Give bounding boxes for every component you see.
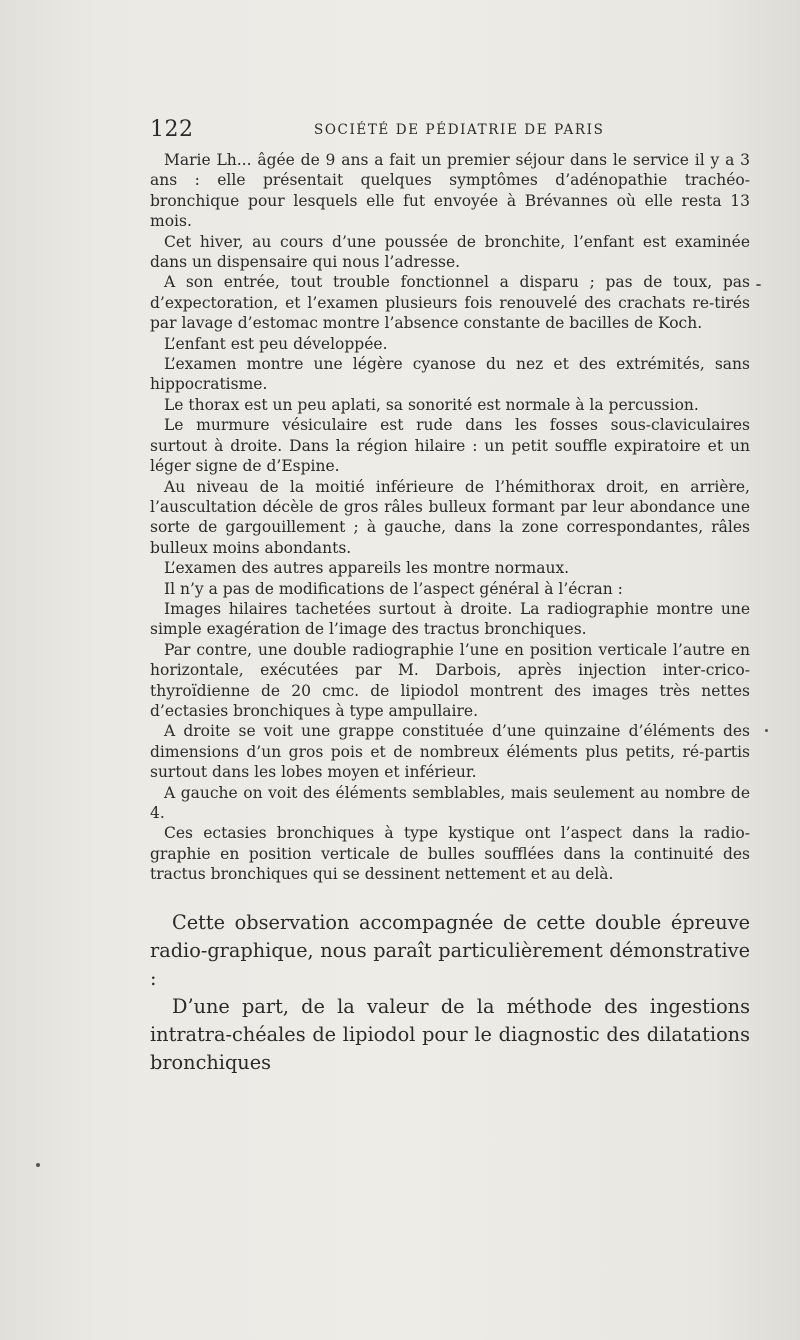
print-speck xyxy=(36,1163,40,1167)
paragraph: Le thorax est un peu aplati, sa sonorité est normale à la percussion. xyxy=(164,395,699,414)
page-header xyxy=(150,117,750,143)
case-report xyxy=(150,150,750,885)
print-speck xyxy=(756,284,761,286)
paragraph: L’examen des autres appareils les montre normaux. xyxy=(164,559,570,578)
paragraph: L’enfant est peu développée. xyxy=(164,334,388,353)
paragraph: L’examen montre une légère cyanose du nez et des extrémités, sans hippocratisme. xyxy=(150,355,750,394)
paragraph: Le murmure vésiculaire est rude dans les fosses sous-claviculaires surtout à droite. Dans la région hilaire : un petit souffle expiratoire et un léger signe de d’Espine. xyxy=(150,416,750,476)
running-head: SOCIÉTÉ DE PÉDIATRIE DE PARIS xyxy=(314,122,605,138)
paragraph: Cet hiver, au cours d’une poussée de bronchite, l’enfant est examinée dans un dispensaire qui nous l’adresse. xyxy=(150,232,750,272)
paragraph: D’une part, de la valeur de la méthode des ingestions intratra-chéales de lipiodol pour le diagnostic des dilatations bronchiques xyxy=(150,994,750,1074)
page-number: 122 xyxy=(150,117,194,142)
paragraph: Images hilaires tachetées surtout à droite. La radiographie montre une simple exagération de l’image des tractus bronchiques. xyxy=(150,599,750,639)
paragraph: A droite se voit une grappe constituée d’une quinzaine d’éléments des dimensions d’un gros pois et de nombreux éléments plus petits, ré-partis surtout dans les lobes moyen et inférieur. xyxy=(150,722,750,782)
print-speck xyxy=(765,729,768,732)
paragraph: Marie Lh... âgée de 9 ans a fait un premier séjour dans le service il y a 3 ans : elle présentait quelques symptômes d’adénopathie trachéo-bronchique pour lesquels elle fut envoyée à Brévannes où elle resta 13 mois. xyxy=(150,151,750,231)
paragraph: Au niveau de la moitié inférieure de l’hémithorax droit, en arrière, l’auscultation décèle de gros râles bulleux formant par leur abondance une sorte de gargouillement ; à gauche, dans la zone correspondantes, râles bulleux moins abondants. xyxy=(150,477,750,557)
paragraph: Cette observation accompagnée de cette double épreuve radio-graphique, nous paraît particulièrement démonstrative : xyxy=(150,910,750,990)
paragraph: Il n’y a pas de modifications de l’aspect général à l’écran : xyxy=(164,579,623,598)
body-text xyxy=(150,150,750,1077)
paragraph: Par contre, une double radiographie l’une en position verticale l’autre en horizontale, exécutées par M. Darbois, après injection inter-crico-thyroïdienne de 20 cmc. de lipiodol montrent des images très nettes d’ectasies bronchiques à type ampullaire. xyxy=(150,640,750,720)
paragraph: Ces ectasies bronchiques à type kystique ont l’aspect dans la radio-graphie en position verticale de bulles soufflées dans la continuité des tractus bronchiques qui se dessinent nettement et au delà. xyxy=(150,824,750,884)
paragraph: A gauche on voit des éléments semblables, mais seulement au nombre de 4. xyxy=(150,783,750,822)
conclusion xyxy=(150,909,750,1077)
paragraph: A son entrée, tout trouble fonctionnel a disparu ; pas de toux, pas d’expectoration, et l’examen plusieurs fois renouvelé des crachats re-tirés par lavage d’estomac montre l’absence constante de bacilles de Koch. xyxy=(150,273,750,333)
